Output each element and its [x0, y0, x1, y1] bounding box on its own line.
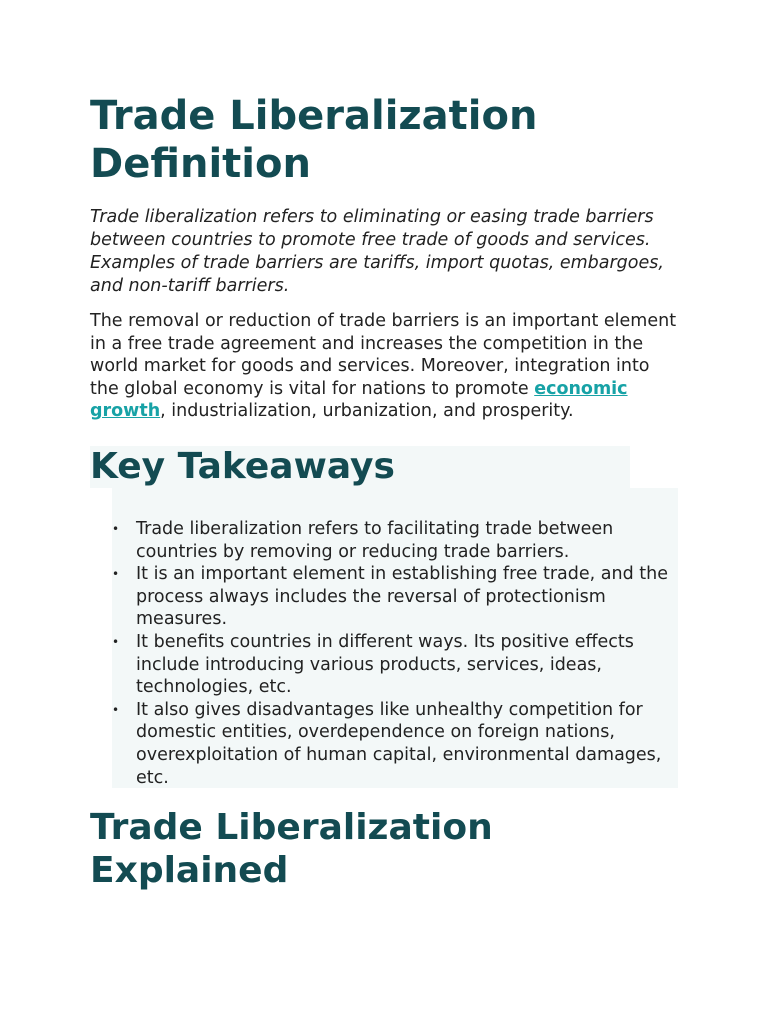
body-text-after-link: , industrialization, urbanization, and prosperity. — [160, 401, 574, 422]
bullet-icon: • — [112, 702, 120, 717]
body-text-before-link: The removal or reduction of trade barriers is an important element in a free trade agreement and increases the competition in the world market for goods and services. Moreover, integration into the global economy is vital for nations to promote — [90, 311, 677, 399]
list-item — [112, 699, 676, 789]
economic-growth-link[interactable]: economic growth — [90, 378, 628, 422]
list-item — [112, 518, 676, 563]
list-item-text: It benefits countries in different ways. Its positive effects include introducing various products, services, ideas, technologies, etc. — [136, 631, 634, 698]
list-item-text: Trade liberalization refers to facilitating trade between countries by removing or reducing trade barriers. — [136, 519, 614, 562]
list-item-text: It also gives disadvantages like unhealthy competition for domestic entities, overdependence on foreign nations, overexploitation of human capital, environmental damages, etc. — [136, 699, 662, 788]
section-heading-line-2: Explained — [90, 850, 289, 891]
key-takeaways-list — [112, 518, 676, 789]
page-title-line-1: Trade Liberalization — [90, 93, 538, 139]
page-title-line-2: Definition — [90, 141, 311, 187]
definition-summary: Trade liberalization refers to eliminating or easing trade barriers between countries to promote free trade of goods and services. Examples of trade barriers are tariffs, import quotas, embargoes, and non-tariff barriers. — [90, 207, 664, 296]
key-takeaways-heading: Key Takeaways — [90, 446, 395, 487]
bullet-icon: • — [112, 522, 120, 536]
list-item — [112, 631, 676, 699]
bullet-icon: • — [112, 567, 120, 582]
section-heading-explained — [90, 806, 650, 892]
list-item — [112, 563, 676, 631]
section-heading-line-1: Trade Liberalization — [90, 807, 493, 848]
body-paragraph — [90, 310, 680, 423]
bullet-icon: • — [112, 634, 120, 649]
page-title — [90, 92, 650, 188]
list-item-text: It is an important element in establishing free trade, and the process always includes the reversal of protectionism measures. — [136, 564, 668, 630]
